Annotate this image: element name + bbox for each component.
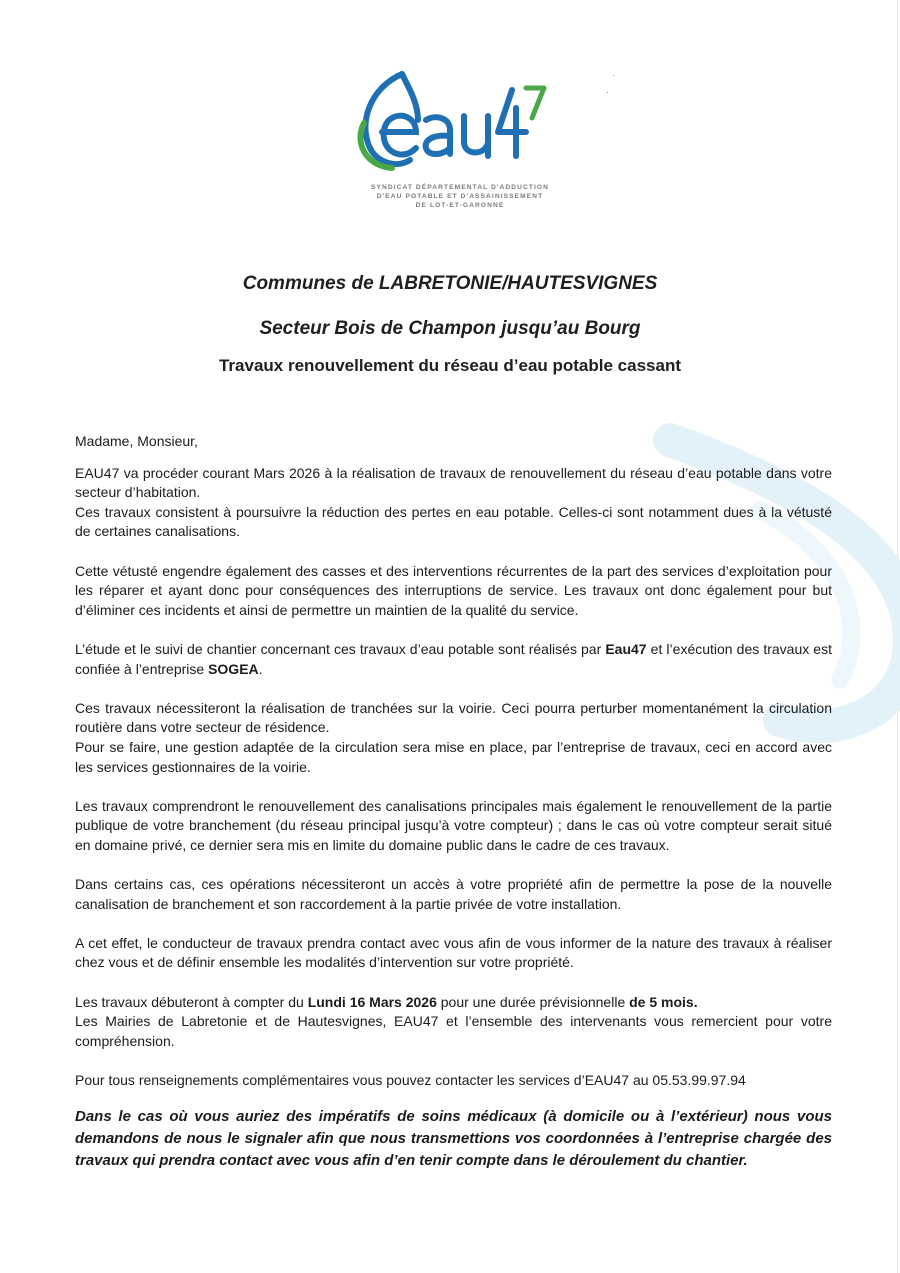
etude-eau47: Eau47 — [605, 640, 647, 657]
scan-speck — [613, 75, 614, 76]
date-start: Lundi 16 Mars 2026 — [307, 993, 437, 1010]
eau47-logo-mark — [340, 68, 580, 183]
letter-body — [75, 432, 832, 1192]
paragraph-intro: EAU47 va procéder courant Mars 2026 à la réalisation de travaux de renouvellement du réseau d’eau potable dans votre secteur d’habitation. — [75, 464, 832, 501]
heading-secteur: Secteur Bois de Champon jusqu’au Bourg — [259, 318, 641, 339]
paragraph-branchement: Les travaux comprendront le renouvellement des canalisations principales mais également le renouvellement de la partie publique de votre branchement (du réseau principal jusqu’à votre compteur) ; dans le cas où votre compteur serait situé en domaine privé, ce dernier sera mis en limite du domaine public dans le cadre de ces travaux. — [75, 797, 832, 853]
paragraph-contact: Pour tous renseignements complémentaires vous pouvez contacter les services d’EAU47 au 05.53.99.97.94 — [75, 1072, 746, 1088]
tagline-line-1: SYNDICAT DÉPARTEMENTAL D'ADDUCTION — [370, 184, 550, 191]
tagline-line-2: D'EAU POTABLE ET D'ASSAINISSEMENT — [376, 193, 544, 200]
paragraph-date — [75, 993, 832, 1013]
page-edge — [897, 0, 898, 1273]
scan-speck — [607, 92, 608, 93]
salutation: Madame, Monsieur, — [75, 433, 198, 449]
paragraph-vetuste: Cette vétusté engendre également des casses et des interventions récurrentes de la part des services d’exploitation pour les réparer et ayant donc pour conséquences des interruptions de service. Les travaux ont donc également pour but d’éliminer ces incidents et ainsi de permettre un maintien de la qualité du service. — [75, 562, 832, 618]
etude-sogea: SOGEA — [208, 660, 259, 677]
paragraph-objectif: Ces travaux consistent à poursuivre la réduction des pertes en eau potable. Celles-ci sont notamment dues à la vétusté de certaines canalisations. — [75, 503, 832, 540]
paragraph-remerciements: Les Mairies de Labretonie et de Hautesvignes, EAU47 et l’ensemble des intervenants vous remercient pour votre compréhension. — [75, 1013, 832, 1049]
logo-tagline — [340, 183, 580, 210]
etude-text-e: . — [258, 660, 263, 677]
date-duration: de 5 mois. — [629, 993, 698, 1010]
heading-communes: Communes de LABRETONIE/HAUTESVIGNES — [242, 273, 658, 294]
paragraph-conducteur: A cet effet, le conducteur de travaux prendra contact avec vous afin de vous informer de la nature des travaux à réaliser chez vous et de définir ensemble les modalités d’intervention sur votre propriété. — [75, 934, 832, 971]
paragraph-tranchees: Ces travaux nécessiteront la réalisation de tranchées sur la voirie. Ceci pourra perturber momentanément la circulation routière dans votre secteur de résidence. — [75, 699, 832, 736]
paragraph-acces: Dans certains cas, ces opérations nécessiteront un accès à votre propriété afin de permettre la pose de la nouvelle canalisation de branchement et son raccordement à la partie privée de votre installation. — [75, 876, 832, 912]
paragraph-soins-medicaux: Dans le cas où vous auriez des impératifs de soins médicaux (à domicile ou à l’extérieur) nous vous demandons de nous le signaler afin que nous transmettions vos coordonnées à l’entreprise chargée des travaux qui prendra contact avec vous afin d’en tenir compte dans le déroulement du chantier. — [75, 1108, 832, 1170]
date-text-a: Les travaux débuteront à compter du — [75, 993, 308, 1010]
tagline-line-3: DE LOT-ET-GARONNE — [415, 202, 505, 209]
etude-text-c: et l’exécution des travaux est confiée à l’entreprise — [75, 640, 832, 677]
paragraph-circulation: Pour se faire, une gestion adaptée de la circulation sera mise en place, par l’entreprise de travaux, ceci en accord avec les services gestionnaires de la voirie. — [75, 738, 832, 775]
date-text-c: pour une durée prévisionnelle — [436, 993, 630, 1010]
paragraph-etude — [75, 640, 832, 679]
heading-travaux: Travaux renouvellement du réseau d’eau potable cassant — [218, 356, 681, 375]
etude-text-a: L’étude et le suivi de chantier concernant ces travaux d’eau potable sont réalisés par — [75, 640, 606, 657]
document-heading — [0, 272, 900, 377]
